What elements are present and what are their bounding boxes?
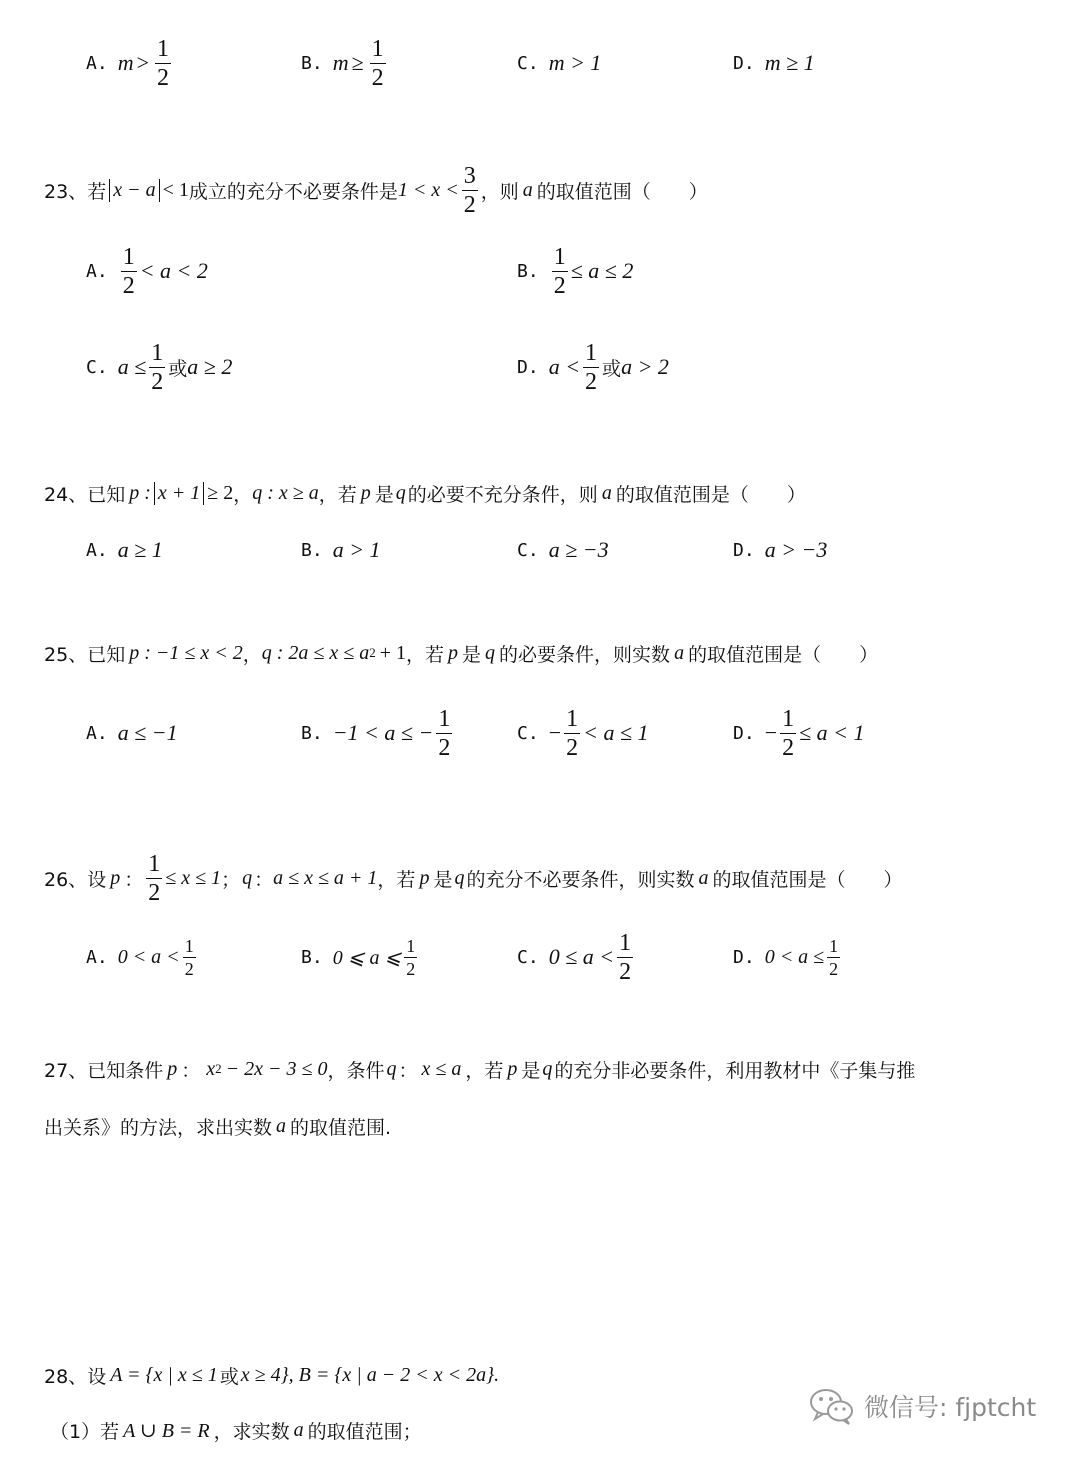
math-expr: q : 2a ≤ x ≤ a xyxy=(261,641,370,664)
q24-options xyxy=(0,534,1080,566)
math-var: p xyxy=(110,866,121,889)
q25-option-a xyxy=(86,704,178,762)
option-label: C. xyxy=(517,946,539,968)
math-var: p xyxy=(448,641,459,664)
stem-text: 的取值范围是（ ） xyxy=(712,868,903,891)
stem-text: ，若 xyxy=(318,483,357,506)
math-expr: p : −1 ≤ x < 2 xyxy=(129,641,243,664)
q23-option-c xyxy=(86,338,232,396)
fraction: $\frac{3}{2}$ xyxy=(463,162,476,218)
math-var: x xyxy=(206,1057,216,1080)
math-expr: a ≤ xyxy=(117,354,147,379)
question-number: 27、 xyxy=(44,1059,88,1082)
stem-text: 成立的充分不必要条件是 xyxy=(188,180,398,203)
absolute-value: x − a xyxy=(109,179,159,202)
stem-text: 是 xyxy=(462,643,482,666)
option-label: C. xyxy=(86,356,108,378)
math-var: a xyxy=(601,481,612,504)
math-expr: a ≤ −1 xyxy=(117,720,178,745)
q22-options xyxy=(0,34,1080,94)
stem-text: 设 xyxy=(87,1365,107,1388)
math-expr: < a < 2 xyxy=(139,258,208,283)
or-text: 或 xyxy=(168,357,188,380)
math-op: ≥ xyxy=(351,50,364,75)
math-expr: a ≥ 2 xyxy=(187,354,233,379)
stem-text: 的取值范围是（ ） xyxy=(615,483,806,506)
fraction: $\frac{1}{2}$ xyxy=(371,35,384,91)
stem-text: 的取值范围是（ ） xyxy=(688,643,879,666)
math-var: p xyxy=(167,1057,178,1080)
option-label: A. xyxy=(86,539,108,561)
math-expr: < 1 xyxy=(162,178,189,201)
math-expr: a > −3 xyxy=(764,537,828,562)
math-var: a xyxy=(276,1114,287,1137)
math-expr: A = {x | x ≤ 1 xyxy=(110,1363,218,1386)
q26-option-d xyxy=(733,930,843,984)
question-number: 23、 xyxy=(44,180,88,203)
q25-stem: 25、 已知 p : −1 ≤ x < 2 ， q : 2a ≤ x ≤ a 2 + 1 ，若 p 是 q 的必要条件，则实数 a 的取值范围是（ ） xyxy=(44,641,879,666)
stem-text: 是 xyxy=(374,483,394,506)
math-expr: x ≤ a xyxy=(421,1057,462,1080)
stem-text: 的必要条件，则实数 xyxy=(499,643,671,666)
watermark xyxy=(808,1386,1036,1426)
math-var: a xyxy=(522,178,533,201)
fraction: $\frac{1}{2}$ xyxy=(148,850,161,906)
question-number: 25、 xyxy=(44,643,88,666)
math-expr: − xyxy=(764,720,778,745)
stem-text: ，求实数 xyxy=(213,1420,290,1443)
math-op: > xyxy=(136,50,149,75)
wechat-icon xyxy=(808,1386,856,1426)
stem-text: 是 xyxy=(433,868,453,891)
q27-stem-line2 xyxy=(44,1109,391,1143)
math-expr: p : xyxy=(129,481,151,504)
fraction: $\frac{1}{2}$ xyxy=(151,339,164,395)
q23-option-b xyxy=(517,242,633,300)
math-expr: ≤ x ≤ 1 xyxy=(165,866,222,889)
question-number: 28、 xyxy=(44,1365,88,1388)
or-text: 或 xyxy=(219,1365,239,1388)
math-expr: a > 1 xyxy=(332,537,381,562)
math-expr: a ≤ x ≤ a + 1 xyxy=(273,866,378,889)
math-var: a xyxy=(674,641,685,664)
math-var: q xyxy=(485,641,496,664)
math-var: q xyxy=(542,1057,553,1080)
stem-text: ，若 xyxy=(465,1059,504,1082)
fraction: $\frac{1}{2}$ xyxy=(157,35,169,91)
math-expr: ≤ a ≤ 2 xyxy=(570,258,634,283)
q22-option-a xyxy=(86,34,174,92)
math-expr: m > 1 xyxy=(548,50,602,75)
stem-text: （1）若 xyxy=(50,1420,120,1443)
math-expr: a ≥ 1 xyxy=(117,537,163,562)
math-var: p xyxy=(419,866,430,889)
math-expr: q : x ≥ a xyxy=(252,481,319,504)
q22-option-d xyxy=(733,34,815,92)
math-expr: < a ≤ 1 xyxy=(583,720,649,745)
math-var: p xyxy=(360,481,371,504)
fraction: $\frac{1}{2}$ xyxy=(566,705,579,761)
stem-text: ： xyxy=(124,868,144,891)
stem-text: 设 xyxy=(87,868,107,891)
math-expr: a > 2 xyxy=(621,354,669,379)
q26-options xyxy=(0,930,1080,986)
stem-text: 的取值范围； xyxy=(307,1420,422,1443)
fraction: $\frac{1}{2}$ xyxy=(553,243,566,299)
fraction: $\frac{1}{2}$ xyxy=(438,705,451,761)
stem-text: ，则 xyxy=(480,180,519,203)
option-label: C. xyxy=(517,52,539,74)
absolute-value: x + 1 xyxy=(154,482,204,505)
math-var: q xyxy=(454,866,465,889)
stem-text: 的取值范围（ ） xyxy=(536,180,708,203)
question-number: 24、 xyxy=(44,483,88,506)
q27-stem-line1: 27、 已知条件 p ： x 2 − 2x − 3 ≤ 0 ，条件 q ： x ≤ a ，若 p 是 q 的充分非必要条件，利用教材中《子集与推 xyxy=(44,1057,916,1082)
math-expr: −1 < a ≤ − xyxy=(332,720,434,745)
math-expr: x ≥ 4}, B = {x | a − 2 < x < 2a}. xyxy=(240,1363,500,1386)
stem-text: 的取值范围. xyxy=(290,1116,392,1139)
q24-option-c xyxy=(517,534,609,566)
stem-text: ： xyxy=(181,1059,201,1082)
stem-text: ， xyxy=(242,643,262,666)
stem-text: 若 xyxy=(87,180,107,203)
q26-option-a xyxy=(86,930,199,984)
math-expr: + 1 xyxy=(379,641,407,664)
fraction: $\frac{1}{2}$ xyxy=(585,339,598,395)
option-label: D. xyxy=(733,52,755,74)
stem-text: 的充分非必要条件，利用教材中《子集与推 xyxy=(554,1059,916,1082)
stem-text: 是 xyxy=(521,1059,541,1082)
option-label: B. xyxy=(301,52,323,74)
question-number: 26、 xyxy=(44,868,88,891)
stem-text: ； xyxy=(221,868,241,891)
stem-text: ： xyxy=(254,868,274,891)
math-expr: 0 ⩽ a ⩽ xyxy=(332,946,402,969)
q23-option-d xyxy=(517,338,669,396)
stem-text: 出关系》的方法，求出实数 xyxy=(44,1116,273,1139)
option-label: D. xyxy=(733,722,755,744)
option-label: B. xyxy=(301,946,323,968)
math-expr: m ≥ 1 xyxy=(764,50,815,75)
math-expr: a ≥ −3 xyxy=(548,537,609,562)
q24-option-d xyxy=(733,534,827,566)
q28-subquestion-1 xyxy=(50,1413,422,1447)
q25-option-b xyxy=(301,704,455,762)
q25-option-c xyxy=(517,704,649,762)
stem-text: 已知条件 xyxy=(87,1059,164,1082)
option-label: D. xyxy=(517,356,539,378)
stem-text: ： xyxy=(398,1059,418,1082)
q26-option-c xyxy=(517,930,636,984)
option-label: C. xyxy=(517,539,539,561)
math-expr: a < xyxy=(548,354,581,379)
fraction: $\frac{1}{2}$ xyxy=(829,935,839,979)
option-label: D. xyxy=(733,539,755,561)
watermark-text: 微信号: fjptcht xyxy=(864,1393,1037,1422)
math-var: a xyxy=(293,1418,304,1441)
math-var: q xyxy=(386,1057,397,1080)
stem-text: 的必要不充分条件，则 xyxy=(407,483,598,506)
or-text: 或 xyxy=(602,357,622,380)
fraction: $\frac{1}{2}$ xyxy=(782,705,795,761)
math-var: q xyxy=(395,481,406,504)
q24-option-a xyxy=(86,534,163,566)
math-var: m xyxy=(117,50,134,75)
stem-text: ， xyxy=(233,483,253,506)
math-expr: A ∪ B = R xyxy=(123,1419,210,1442)
math-var: q xyxy=(242,866,253,889)
q22-option-b xyxy=(301,34,389,92)
math-var: p xyxy=(507,1057,518,1080)
stem-text: 的充分不必要条件，则实数 xyxy=(466,868,695,891)
stem-text: 已知 xyxy=(87,483,126,506)
q28-stem xyxy=(44,1358,499,1392)
math-expr: 0 < a ≤ xyxy=(764,945,825,968)
fraction: $\frac{1}{2}$ xyxy=(406,935,416,979)
fraction: $\frac{1}{2}$ xyxy=(619,929,632,985)
option-label: A. xyxy=(86,52,108,74)
math-expr: 0 < a < xyxy=(117,945,180,968)
stem-text: 已知 xyxy=(87,643,126,666)
q23-stem xyxy=(44,160,708,220)
q26-option-b xyxy=(301,930,420,984)
q23-option-a xyxy=(86,242,208,300)
q26-stem xyxy=(44,848,902,908)
fraction: $\frac{1}{2}$ xyxy=(184,935,194,979)
math-expr: ≤ a < 1 xyxy=(799,720,865,745)
option-label: D. xyxy=(733,946,755,968)
fraction: $\frac{1}{2}$ xyxy=(122,243,135,299)
q22-option-c xyxy=(517,34,601,92)
option-label: A. xyxy=(86,946,108,968)
option-label: B. xyxy=(517,260,539,282)
option-label: B. xyxy=(301,539,323,561)
math-expr: 1 < x < xyxy=(397,178,459,201)
stem-text: ，条件 xyxy=(327,1059,385,1082)
stem-text: ，若 xyxy=(377,868,416,891)
q25-option-d xyxy=(733,704,865,762)
option-label: A. xyxy=(86,722,108,744)
option-label: A. xyxy=(86,260,108,282)
option-label: B. xyxy=(301,722,323,744)
math-expr: ≥ 2 xyxy=(207,481,234,504)
math-expr: − xyxy=(548,720,562,745)
q24-stem xyxy=(44,476,806,510)
math-expr: 0 ≤ a < xyxy=(548,944,615,969)
math-expr: − 2x − 3 ≤ 0 xyxy=(225,1057,328,1080)
q25-options xyxy=(0,704,1080,764)
option-label: C. xyxy=(517,722,539,744)
stem-text: ，若 xyxy=(406,643,445,666)
math-var: m xyxy=(332,50,349,75)
q24-option-b xyxy=(301,534,381,566)
math-var: a xyxy=(698,866,709,889)
